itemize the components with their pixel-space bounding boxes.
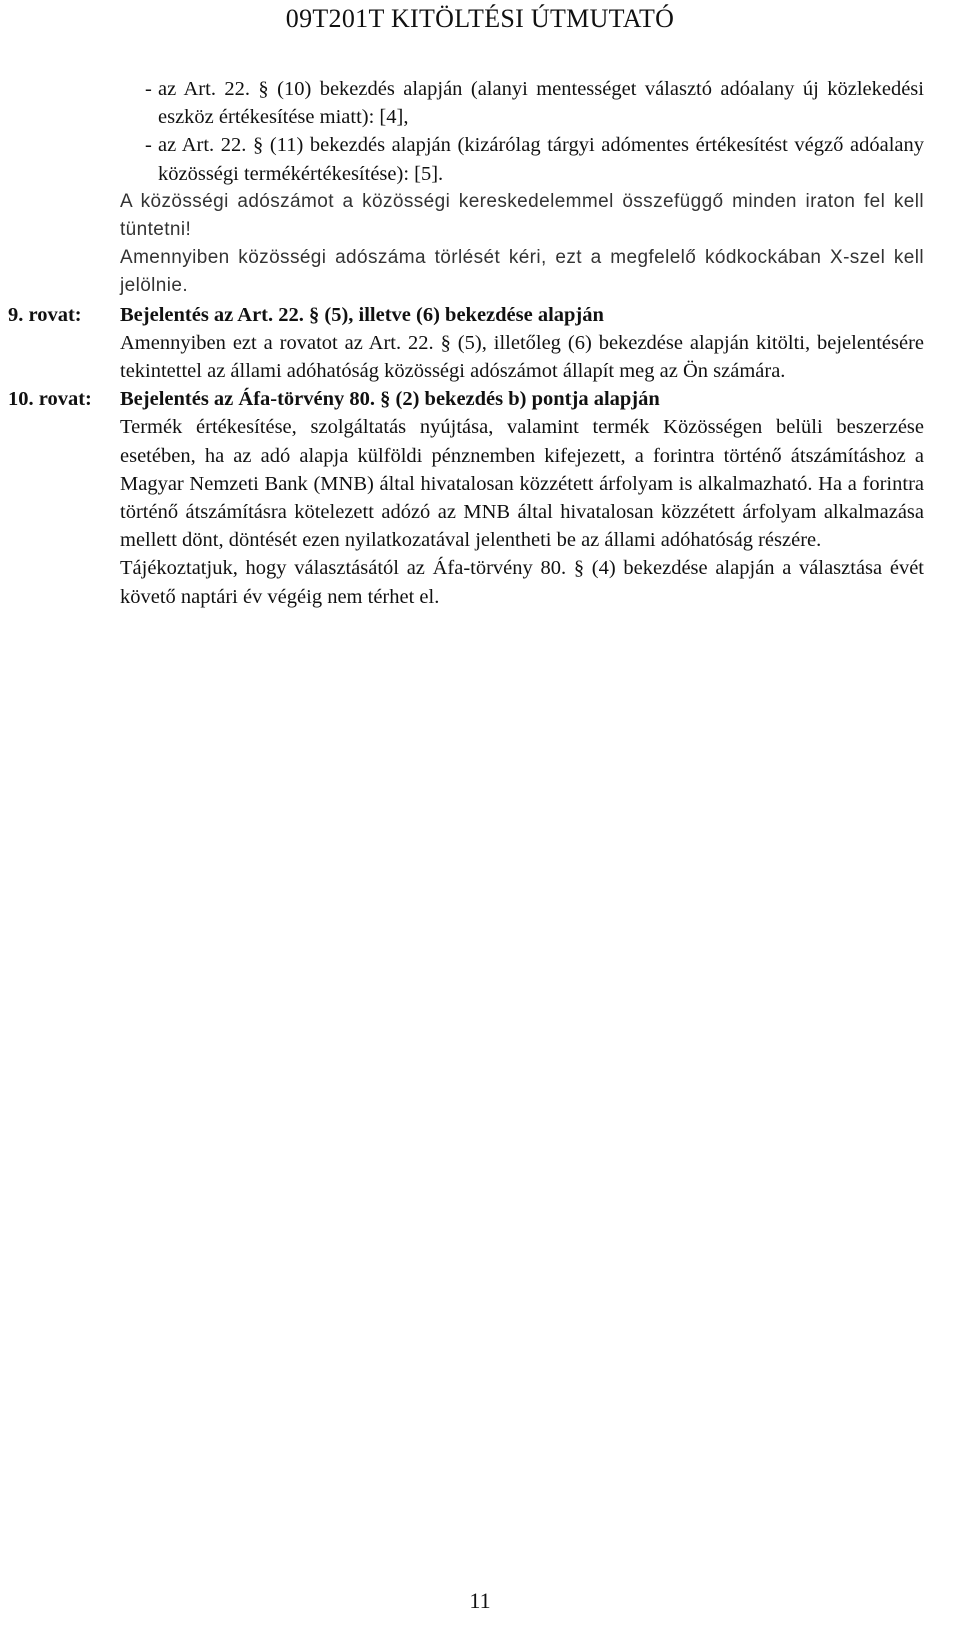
list-item-text: az Art. 22. § (11) bekezdés alapján (kizárólag tárgyi adómentes értékesítést végző adóalany közösségi termékértékesítése): [5]. xyxy=(158,134,924,185)
list-dash: - xyxy=(145,134,152,157)
note-paragraph: Amennyiben közösségi adószáma törlését kéri, ezt a megfelelő kódkockában X-szel kell jelölnie. xyxy=(120,247,924,297)
list-dash: - xyxy=(145,78,152,100)
list-item xyxy=(120,131,924,187)
section-paragraph: Amennyiben ezt a rovatot az Art. 22. § (5), illetőleg (6) bekezdése alapján kitölti, bejelentésére tekintettel az állami adóhatóság közösségi adószámot állapít meg az Ön számára. xyxy=(120,331,924,383)
section-label: 10. rovat: xyxy=(8,388,92,411)
section-10 xyxy=(8,385,924,611)
section-label: 9. rovat: xyxy=(8,303,82,326)
page-number: 11 xyxy=(469,1588,491,1613)
list-item-text: az Art. 22. § (10) bekezdés alapján (alanyi mentességet választó adóalany új közlekedési eszköz értékesítése miatt): [4], xyxy=(158,78,924,129)
section-paragraph: Termék értékesítése, szolgáltatás nyújtása, valamint termék Közösségen belüli beszerzése esetében, ha az adó alapja külföldi pénznemben kifejezett, a forintra történő átszámításhoz a Magyar Nemzeti Bank (MNB) által hivatalosan közzétett árfolyam is alkalmazható. Ha a forintra történő átszámításra kötelezett adózó az MNB által hivatalosan közzétett árfolyam alkalmazása mellett dönt, döntését ezen nyilatkozatával jelentheti be az állami adóhatóság részére. xyxy=(120,416,924,552)
document-body xyxy=(8,75,924,611)
list-item xyxy=(120,75,924,131)
section-9 xyxy=(8,301,924,386)
page-header-title: 09T201T KITÖLTÉSI ÚTMUTATÓ xyxy=(285,4,675,33)
note-paragraph: A közösségi adószámot a közösségi kereskedelemmel összefüggő minden iraton fel kell tüntetni! xyxy=(120,190,924,241)
section-title: Bejelentés az Áfa-törvény 80. § (2) bekezdés b) pontja alapján xyxy=(120,388,660,411)
section-title: Bejelentés az Art. 22. § (5), illetve (6) bekezdése alapján xyxy=(120,303,604,326)
section-paragraph: Tájékoztatjuk, hogy választásától az Áfa-törvény 80. § (4) bekezdése alapján a választása évét követő naptári év végéig nem térhet el. xyxy=(120,557,924,608)
